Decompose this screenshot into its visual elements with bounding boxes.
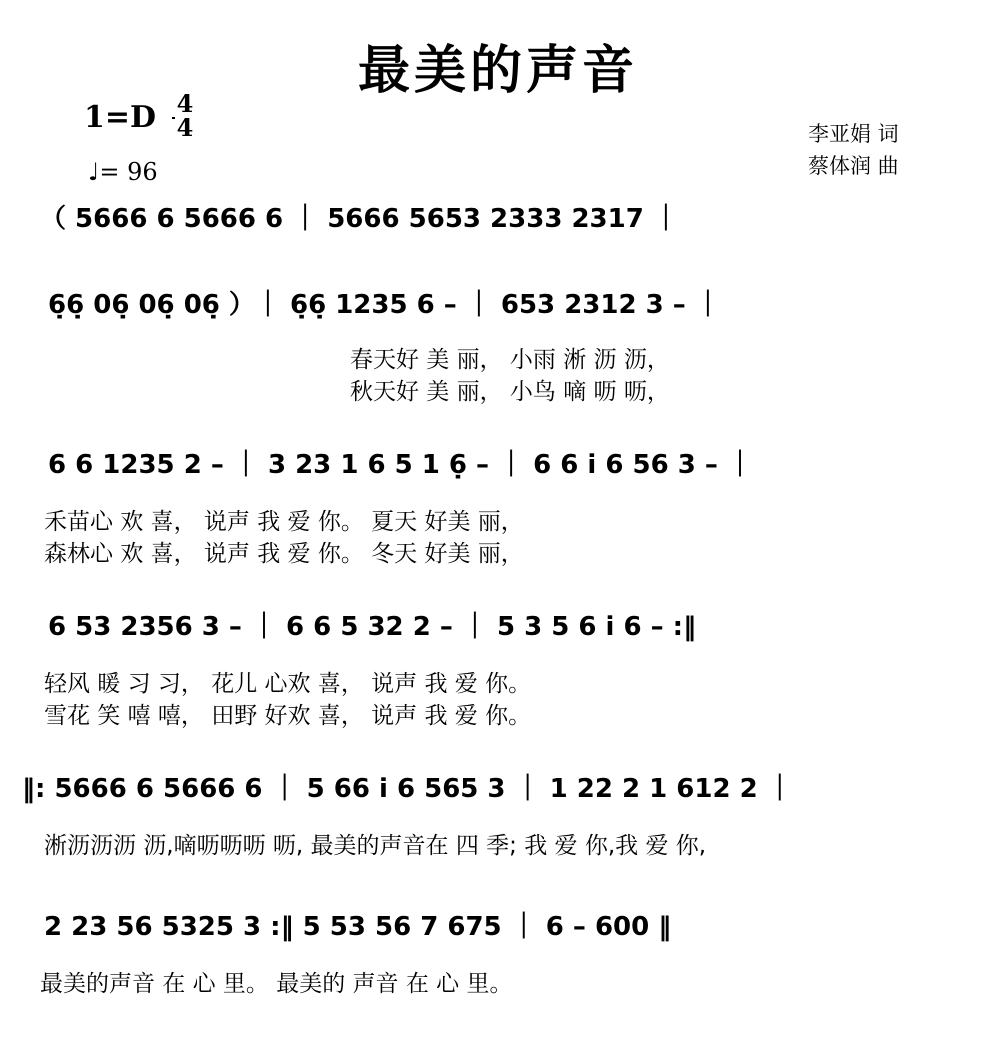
tempo-value: = 96 [99, 158, 158, 186]
lyrics-row-4-verse-1: 轻风 暖 习 习， 花儿 心欢 喜， 说声 我 爱 你。 [44, 671, 532, 697]
lyrics-row-3-verse-2: 森林心 欢 喜， 说声 我 爱 你。 冬天 好美 丽， [44, 541, 524, 567]
lyrics-row-2-verse-1: 春天好 美 丽， 小雨 淅 沥 沥， [350, 347, 670, 373]
notation-row-5: ‖: 5666 6 5666 6 ｜ 5 66 i̇ 6 565 3 ｜ 1 22 2 1 612 2 ｜ [22, 774, 793, 804]
lyrics-row-5: 淅沥沥沥 沥,嘀呖呖呖 呖, 最美的声音在 四 季; 我 爱 你,我 爱 你, [44, 833, 707, 859]
notation-row-4: 6 53 2356 3 – ｜ 6 6 5 32 2 – ｜ 5 3 5 6 i̇ 6 – :‖ [48, 612, 697, 642]
composer-credit: 蔡体润 曲 [808, 154, 899, 178]
lyrics-row-3-verse-1: 禾苗心 欢 喜， 说声 我 爱 你。 夏天 好美 丽， [44, 509, 524, 535]
page-title: 最美的声音 [357, 41, 638, 101]
lyrics-row-4-verse-2: 雪花 笑 嘻 嘻， 田野 好欢 喜， 说声 我 爱 你。 [44, 703, 532, 729]
lyrics-row-2-verse-2: 秋天好 美 丽， 小鸟 嘀 呖 呖， [350, 379, 670, 405]
meter-bottom: 4 [176, 113, 194, 142]
notation-row-6: 2 23 56 5325 3 :‖ 5 53 56 7 675 ｜ 6 – 600 ‖ [44, 912, 672, 942]
key-signature: 1=D [84, 100, 157, 135]
time-signature [170, 89, 200, 142]
lyrics-row-6: 最美的声音 在 心 里。 最美的 声音 在 心 里。 [40, 971, 513, 997]
quarter-note-icon: ♩ [88, 158, 100, 186]
tempo-marking [88, 158, 158, 186]
notation-row-3: 6 6 1235 2 – ｜ 3 23 1 6 5 1 6̣ – ｜ 6 6 i̇ 6 56 3 – ｜ [48, 450, 753, 480]
meter-top: 4 [176, 89, 194, 118]
notation-row-1: （ 5666 6 5666 6 ｜ 5666 5653 2333 2317 ｜ [40, 204, 679, 234]
notation-row-2: 6̣6̣ 06̣ 06̣ 06̣ ）｜ 6̣6̣ 1235 6 – ｜ 653 2312 3 – ｜ [48, 290, 721, 320]
lyricist-credit: 李亚娟 词 [808, 122, 899, 146]
